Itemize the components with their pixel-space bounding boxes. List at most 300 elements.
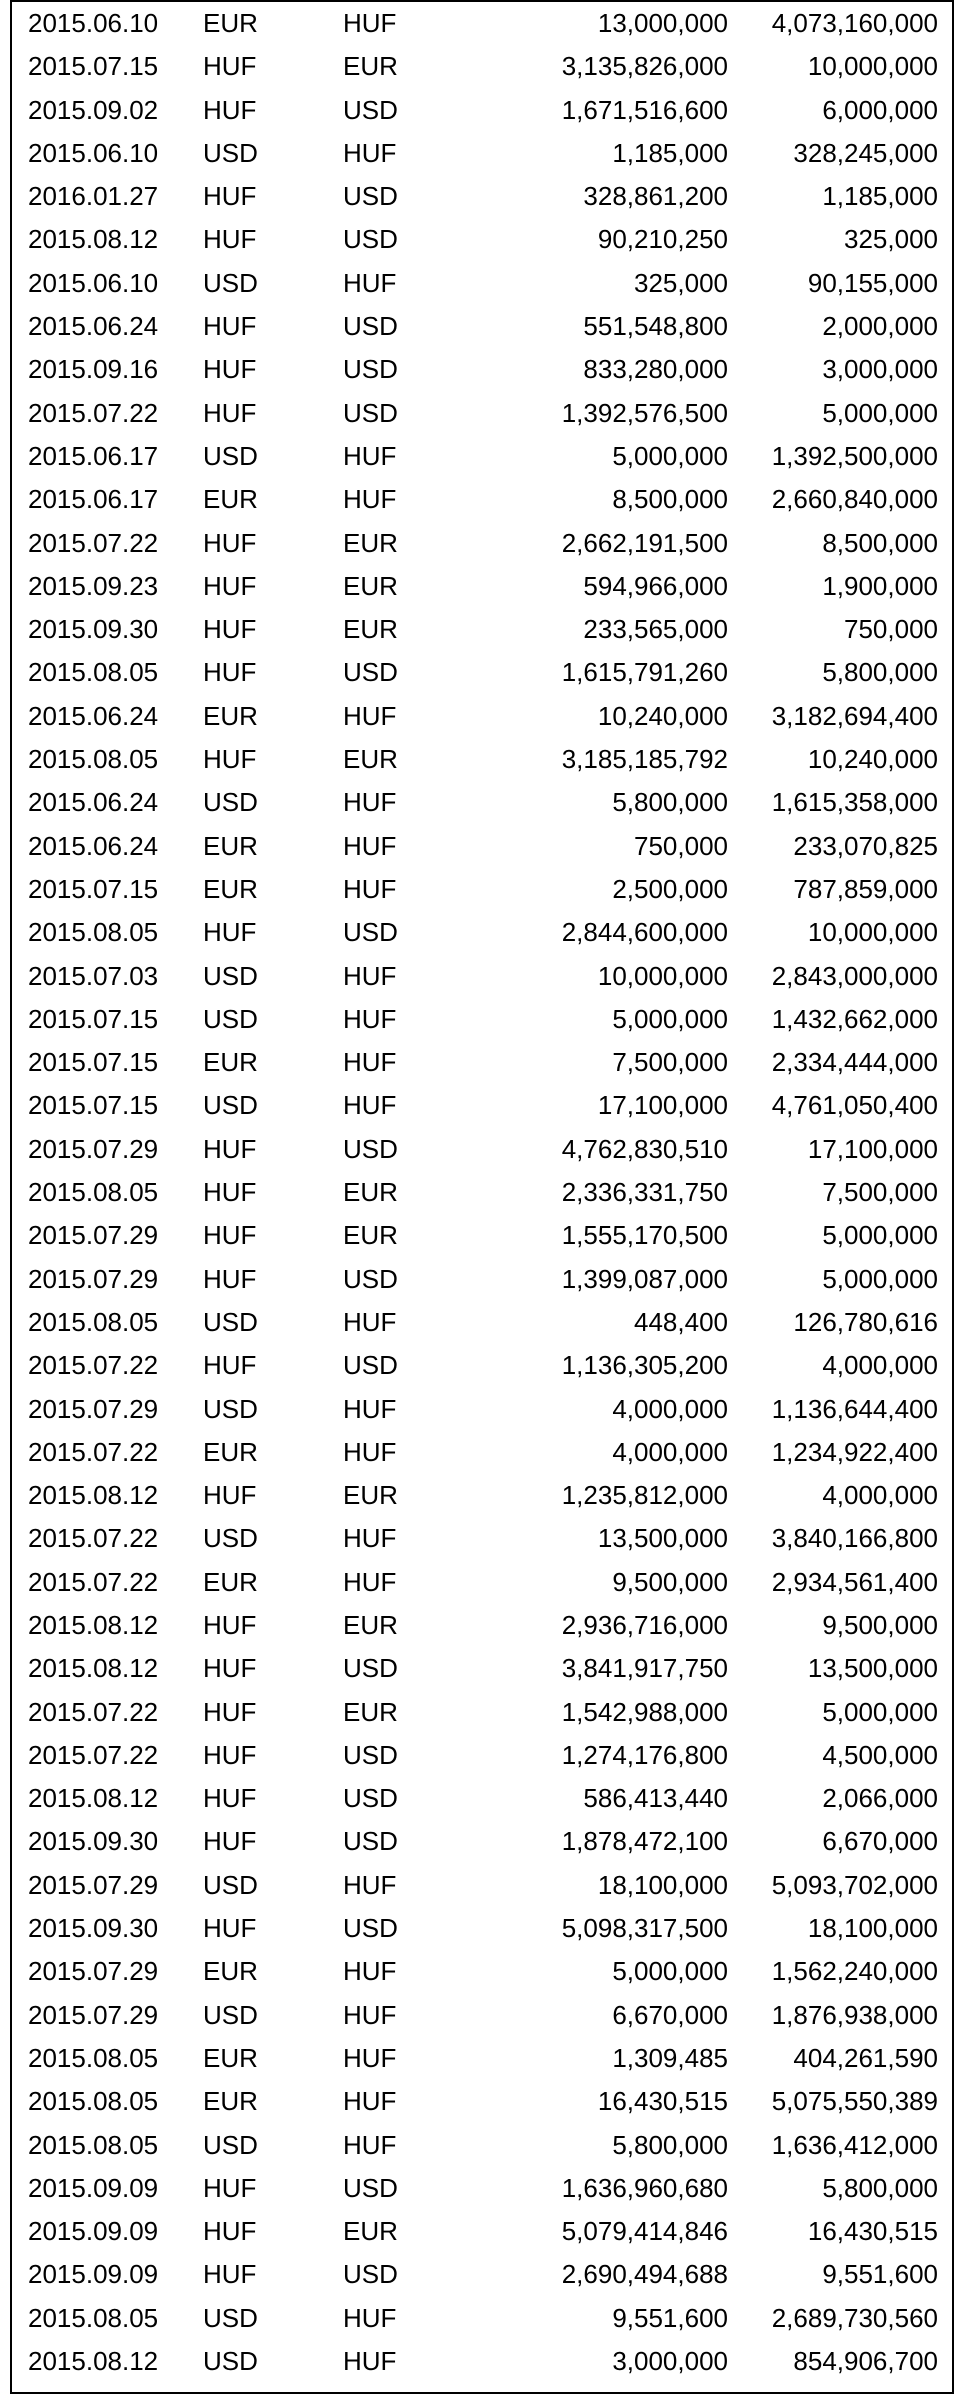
amount-from-cell[interactable]: 1,235,812,000 bbox=[561, 1480, 728, 1511]
amount-to-cell[interactable]: 13,500,000 bbox=[807, 1653, 938, 1684]
to-currency-cell[interactable]: HUF bbox=[343, 1047, 397, 1078]
to-currency-cell[interactable]: HUF bbox=[343, 440, 397, 471]
amount-to-cell[interactable]: 5,000,000 bbox=[822, 1263, 938, 1294]
to-currency-cell[interactable]: HUF bbox=[343, 1869, 397, 1900]
from-currency-cell[interactable]: USD bbox=[203, 2346, 258, 2377]
to-currency-cell[interactable]: HUF bbox=[343, 960, 397, 991]
date-cell[interactable]: 2015.08.05 bbox=[28, 2042, 159, 2073]
amount-to-cell[interactable]: 2,934,561,400 bbox=[771, 1566, 938, 1597]
amount-to-cell[interactable]: 5,800,000 bbox=[822, 2172, 938, 2203]
from-currency-cell[interactable]: HUF bbox=[203, 1696, 257, 1727]
from-currency-cell[interactable]: HUF bbox=[203, 1653, 257, 1684]
amount-from-cell[interactable]: 10,240,000 bbox=[597, 700, 728, 731]
date-cell[interactable]: 2015.08.05 bbox=[28, 744, 159, 775]
date-cell[interactable]: 2015.07.29 bbox=[28, 1956, 159, 1987]
date-cell[interactable]: 2015.07.15 bbox=[28, 1090, 159, 1121]
table-row bbox=[12, 1128, 952, 1171]
date-cell[interactable]: 2015.06.24 bbox=[28, 311, 159, 342]
to-currency-cell[interactable]: HUF bbox=[343, 1523, 397, 1554]
amount-from-cell[interactable]: 3,000,000 bbox=[612, 2346, 728, 2377]
from-currency-cell[interactable]: HUF bbox=[203, 1220, 257, 1251]
to-currency-cell[interactable]: HUF bbox=[343, 1956, 397, 1987]
to-currency-cell[interactable]: EUR bbox=[343, 2216, 398, 2247]
amount-from-cell[interactable]: 18,100,000 bbox=[597, 1869, 728, 1900]
date-cell[interactable]: 2015.09.09 bbox=[28, 2172, 159, 2203]
from-currency-cell[interactable]: HUF bbox=[203, 1480, 257, 1511]
date-cell[interactable]: 2015.08.05 bbox=[28, 1306, 159, 1337]
amount-from-cell[interactable]: 4,000,000 bbox=[612, 1393, 728, 1424]
date-cell[interactable]: 2015.07.29 bbox=[28, 1393, 159, 1424]
to-currency-cell[interactable]: USD bbox=[343, 1263, 398, 1294]
date-cell[interactable]: 2015.09.16 bbox=[28, 354, 159, 385]
amount-to-cell[interactable]: 2,660,840,000 bbox=[771, 484, 938, 515]
date-cell[interactable]: 2015.09.09 bbox=[28, 2259, 159, 2290]
amount-to-cell[interactable]: 6,670,000 bbox=[822, 1826, 938, 1857]
from-currency-cell[interactable]: USD bbox=[203, 1523, 258, 1554]
to-currency-cell[interactable]: EUR bbox=[343, 1177, 398, 1208]
amount-to-cell[interactable]: 2,066,000 bbox=[822, 1783, 938, 1814]
date-cell[interactable]: 2016.01.27 bbox=[28, 181, 159, 212]
to-currency-cell[interactable]: USD bbox=[343, 2172, 398, 2203]
to-currency-cell[interactable]: HUF bbox=[343, 1003, 397, 1034]
amount-from-cell[interactable]: 325,000 bbox=[634, 267, 728, 298]
amount-from-cell[interactable]: 16,430,515 bbox=[597, 2086, 728, 2117]
amount-from-cell[interactable]: 1,274,176,800 bbox=[561, 1739, 728, 1770]
amount-from-cell[interactable]: 2,500,000 bbox=[612, 873, 728, 904]
from-currency-cell[interactable]: USD bbox=[203, 137, 258, 168]
amount-from-cell[interactable]: 9,500,000 bbox=[612, 1566, 728, 1597]
amount-to-cell[interactable]: 2,334,444,000 bbox=[771, 1047, 938, 1078]
to-currency-cell[interactable]: USD bbox=[343, 1913, 398, 1944]
amount-to-cell[interactable]: 2,843,000,000 bbox=[771, 960, 938, 991]
amount-from-cell[interactable]: 2,690,494,688 bbox=[561, 2259, 728, 2290]
from-currency-cell[interactable]: HUF bbox=[203, 2216, 257, 2247]
from-currency-cell[interactable]: HUF bbox=[203, 527, 257, 558]
amount-to-cell[interactable]: 8,500,000 bbox=[822, 527, 938, 558]
date-cell[interactable]: 2015.09.30 bbox=[28, 1913, 159, 1944]
date-cell[interactable]: 2015.09.23 bbox=[28, 570, 159, 601]
from-currency-cell[interactable]: HUF bbox=[203, 1350, 257, 1381]
to-currency-cell[interactable]: USD bbox=[343, 1653, 398, 1684]
amount-to-cell[interactable]: 10,000,000 bbox=[807, 51, 938, 82]
amount-to-cell[interactable]: 5,000,000 bbox=[822, 1220, 938, 1251]
amount-from-cell[interactable]: 6,670,000 bbox=[612, 1999, 728, 2030]
amount-from-cell[interactable]: 1,309,485 bbox=[612, 2042, 728, 2073]
date-cell[interactable]: 2015.07.22 bbox=[28, 1350, 159, 1381]
amount-from-cell[interactable]: 1,615,791,260 bbox=[561, 657, 728, 688]
from-currency-cell[interactable]: HUF bbox=[203, 2259, 257, 2290]
date-cell[interactable]: 2015.08.12 bbox=[28, 1609, 159, 1640]
amount-to-cell[interactable]: 328,245,000 bbox=[793, 137, 938, 168]
to-currency-cell[interactable]: HUF bbox=[343, 700, 397, 731]
amount-from-cell[interactable]: 5,098,317,500 bbox=[561, 1913, 728, 1944]
table-row bbox=[12, 89, 952, 132]
amount-from-cell[interactable]: 8,500,000 bbox=[612, 484, 728, 515]
from-currency-cell[interactable]: HUF bbox=[203, 1739, 257, 1770]
date-cell[interactable]: 2015.06.24 bbox=[28, 830, 159, 861]
to-currency-cell[interactable]: USD bbox=[343, 1783, 398, 1814]
date-cell[interactable]: 2015.07.29 bbox=[28, 1220, 159, 1251]
amount-to-cell[interactable]: 325,000 bbox=[844, 224, 938, 255]
amount-from-cell[interactable]: 833,280,000 bbox=[583, 354, 728, 385]
amount-to-cell[interactable]: 404,261,590 bbox=[793, 2042, 938, 2073]
amount-to-cell[interactable]: 126,780,616 bbox=[793, 1306, 938, 1337]
to-currency-cell[interactable]: USD bbox=[343, 1350, 398, 1381]
date-cell[interactable]: 2015.07.15 bbox=[28, 1047, 159, 1078]
from-currency-cell[interactable]: HUF bbox=[203, 224, 257, 255]
table-row bbox=[12, 2124, 952, 2167]
amount-to-cell[interactable]: 854,906,700 bbox=[793, 2346, 938, 2377]
to-currency-cell[interactable]: USD bbox=[343, 2259, 398, 2290]
amount-from-cell[interactable]: 4,762,830,510 bbox=[561, 1133, 728, 1164]
amount-to-cell[interactable]: 9,500,000 bbox=[822, 1609, 938, 1640]
date-cell[interactable]: 2015.08.05 bbox=[28, 917, 159, 948]
from-currency-cell[interactable]: HUF bbox=[203, 311, 257, 342]
amount-from-cell[interactable]: 594,966,000 bbox=[583, 570, 728, 601]
table-row bbox=[12, 695, 952, 738]
date-cell[interactable]: 2015.07.15 bbox=[28, 1003, 159, 1034]
table-row bbox=[12, 305, 952, 348]
amount-to-cell[interactable]: 5,093,702,000 bbox=[771, 1869, 938, 1900]
amount-from-cell[interactable]: 9,551,600 bbox=[612, 2302, 728, 2333]
amount-to-cell[interactable]: 1,432,662,000 bbox=[771, 1003, 938, 1034]
date-cell[interactable]: 2015.09.02 bbox=[28, 94, 159, 125]
amount-from-cell[interactable]: 233,565,000 bbox=[583, 614, 728, 645]
amount-from-cell[interactable]: 13,500,000 bbox=[597, 1523, 728, 1554]
from-currency-cell[interactable]: EUR bbox=[203, 8, 258, 38]
amount-from-cell[interactable]: 551,548,800 bbox=[583, 311, 728, 342]
to-currency-cell[interactable]: EUR bbox=[343, 1220, 398, 1251]
amount-from-cell[interactable]: 1,185,000 bbox=[612, 137, 728, 168]
to-currency-cell[interactable]: HUF bbox=[343, 2346, 397, 2377]
amount-to-cell[interactable]: 90,155,000 bbox=[807, 267, 938, 298]
amount-to-cell[interactable]: 787,859,000 bbox=[793, 873, 938, 904]
to-currency-cell[interactable]: USD bbox=[343, 397, 398, 428]
date-cell[interactable]: 2015.07.22 bbox=[28, 1523, 159, 1554]
amount-to-cell[interactable]: 3,840,166,800 bbox=[771, 1523, 938, 1554]
from-currency-cell[interactable]: USD bbox=[203, 2302, 258, 2333]
to-currency-cell[interactable]: HUF bbox=[343, 1306, 397, 1337]
from-currency-cell[interactable]: HUF bbox=[203, 1913, 257, 1944]
to-currency-cell[interactable]: HUF bbox=[343, 830, 397, 861]
from-currency-cell[interactable]: USD bbox=[203, 1090, 258, 1121]
amount-from-cell[interactable]: 328,861,200 bbox=[583, 181, 728, 212]
amount-to-cell[interactable]: 3,182,694,400 bbox=[771, 700, 938, 731]
to-currency-cell[interactable]: EUR bbox=[343, 51, 398, 82]
from-currency-cell[interactable]: HUF bbox=[203, 570, 257, 601]
to-currency-cell[interactable]: EUR bbox=[343, 570, 398, 601]
amount-from-cell[interactable]: 5,800,000 bbox=[612, 787, 728, 818]
amount-from-cell[interactable]: 1,542,988,000 bbox=[561, 1696, 728, 1727]
amount-to-cell[interactable]: 1,876,938,000 bbox=[771, 1999, 938, 2030]
table-row bbox=[12, 1474, 952, 1517]
to-currency-cell[interactable]: USD bbox=[343, 1133, 398, 1164]
amount-from-cell[interactable]: 5,079,414,846 bbox=[561, 2216, 728, 2247]
date-cell[interactable]: 2015.08.12 bbox=[28, 1783, 159, 1814]
date-cell[interactable]: 2015.07.29 bbox=[28, 1869, 159, 1900]
from-currency-cell[interactable]: HUF bbox=[203, 1609, 257, 1640]
to-currency-cell[interactable]: HUF bbox=[343, 1999, 397, 2030]
amount-from-cell[interactable]: 3,135,826,000 bbox=[561, 51, 728, 82]
table-row bbox=[12, 478, 952, 521]
amount-from-cell[interactable]: 2,844,600,000 bbox=[561, 917, 728, 948]
date-cell[interactable]: 2015.09.30 bbox=[28, 1826, 159, 1857]
amount-to-cell[interactable]: 6,000,000 bbox=[822, 94, 938, 125]
to-currency-cell[interactable]: HUF bbox=[343, 2042, 397, 2073]
date-cell[interactable]: 2015.07.22 bbox=[28, 527, 159, 558]
from-currency-cell[interactable]: HUF bbox=[203, 397, 257, 428]
from-currency-cell[interactable]: EUR bbox=[203, 1047, 258, 1078]
amount-to-cell[interactable]: 18,100,000 bbox=[807, 1913, 938, 1944]
from-currency-cell[interactable]: EUR bbox=[203, 1566, 258, 1597]
date-cell[interactable]: 2015.08.05 bbox=[28, 2129, 159, 2160]
amount-from-cell[interactable]: 3,185,185,792 bbox=[561, 744, 728, 775]
amount-to-cell[interactable]: 3,000,000 bbox=[822, 354, 938, 385]
amount-from-cell[interactable]: 7,500,000 bbox=[612, 1047, 728, 1078]
spreadsheet-region bbox=[10, 0, 954, 2394]
amount-to-cell[interactable]: 750,000 bbox=[844, 614, 938, 645]
to-currency-cell[interactable]: USD bbox=[343, 311, 398, 342]
to-currency-cell[interactable]: HUF bbox=[343, 787, 397, 818]
from-currency-cell[interactable]: EUR bbox=[203, 484, 258, 515]
from-currency-cell[interactable]: HUF bbox=[203, 657, 257, 688]
amount-to-cell[interactable]: 4,000,000 bbox=[822, 1350, 938, 1381]
amount-to-cell[interactable]: 9,551,600 bbox=[822, 2259, 938, 2290]
amount-from-cell[interactable]: 1,671,516,600 bbox=[561, 94, 728, 125]
table-row bbox=[12, 45, 952, 88]
date-cell[interactable]: 2015.07.22 bbox=[28, 1739, 159, 1770]
amount-to-cell[interactable]: 4,500,000 bbox=[822, 1739, 938, 1770]
from-currency-cell[interactable]: HUF bbox=[203, 1133, 257, 1164]
table-row bbox=[12, 2037, 952, 2080]
to-currency-cell[interactable]: HUF bbox=[343, 267, 397, 298]
amount-to-cell[interactable]: 1,185,000 bbox=[822, 181, 938, 212]
to-currency-cell[interactable]: HUF bbox=[343, 1436, 397, 1467]
date-cell[interactable]: 2015.06.10 bbox=[28, 137, 159, 168]
amount-to-cell[interactable]: 10,240,000 bbox=[807, 744, 938, 775]
date-cell[interactable]: 2015.09.30 bbox=[28, 614, 159, 645]
date-cell[interactable]: 2015.07.15 bbox=[28, 51, 159, 82]
table-row bbox=[12, 738, 952, 781]
date-cell[interactable]: 2015.06.24 bbox=[28, 787, 159, 818]
amount-from-cell[interactable]: 1,878,472,100 bbox=[561, 1826, 728, 1857]
date-cell[interactable]: 2015.08.12 bbox=[28, 1480, 159, 1511]
date-cell[interactable]: 2015.07.22 bbox=[28, 1436, 159, 1467]
amount-from-cell[interactable]: 13,000,000 bbox=[597, 8, 728, 38]
to-currency-cell[interactable]: EUR bbox=[343, 744, 398, 775]
from-currency-cell[interactable]: HUF bbox=[203, 2172, 257, 2203]
from-currency-cell[interactable]: HUF bbox=[203, 51, 257, 82]
date-cell[interactable]: 2015.07.15 bbox=[28, 873, 159, 904]
amount-from-cell[interactable]: 3,841,917,750 bbox=[561, 1653, 728, 1684]
table-row bbox=[12, 348, 952, 391]
amount-from-cell[interactable]: 1,555,170,500 bbox=[561, 1220, 728, 1251]
amount-from-cell[interactable]: 448,400 bbox=[634, 1306, 728, 1337]
amount-from-cell[interactable]: 586,413,440 bbox=[583, 1783, 728, 1814]
from-currency-cell[interactable]: EUR bbox=[203, 700, 258, 731]
amount-to-cell[interactable]: 5,800,000 bbox=[822, 657, 938, 688]
date-cell[interactable]: 2015.07.22 bbox=[28, 1696, 159, 1727]
to-currency-cell[interactable]: USD bbox=[343, 917, 398, 948]
to-currency-cell[interactable]: EUR bbox=[343, 1696, 398, 1727]
amount-from-cell[interactable]: 5,000,000 bbox=[612, 1956, 728, 1987]
from-currency-cell[interactable]: HUF bbox=[203, 1826, 257, 1857]
date-cell[interactable]: 2015.06.24 bbox=[28, 700, 159, 731]
amount-from-cell[interactable]: 2,662,191,500 bbox=[561, 527, 728, 558]
to-currency-cell[interactable]: USD bbox=[343, 1826, 398, 1857]
date-cell[interactable]: 2015.07.29 bbox=[28, 1999, 159, 2030]
from-currency-cell[interactable]: USD bbox=[203, 1003, 258, 1034]
to-currency-cell[interactable]: EUR bbox=[343, 1609, 398, 1640]
date-cell[interactable]: 2015.09.09 bbox=[28, 2216, 159, 2247]
date-cell[interactable]: 2015.08.12 bbox=[28, 1653, 159, 1684]
amount-from-cell[interactable]: 5,000,000 bbox=[612, 1003, 728, 1034]
from-currency-cell[interactable]: USD bbox=[203, 1999, 258, 2030]
from-currency-cell[interactable]: EUR bbox=[203, 830, 258, 861]
to-currency-cell[interactable]: USD bbox=[343, 657, 398, 688]
to-currency-cell[interactable]: EUR bbox=[343, 527, 398, 558]
date-cell[interactable]: 2015.07.22 bbox=[28, 1566, 159, 1597]
amount-to-cell[interactable]: 5,000,000 bbox=[822, 1696, 938, 1727]
to-currency-cell[interactable]: EUR bbox=[343, 1480, 398, 1511]
table-row bbox=[12, 781, 952, 824]
table-row bbox=[12, 998, 952, 1041]
from-currency-cell[interactable]: EUR bbox=[203, 873, 258, 904]
to-currency-cell[interactable]: HUF bbox=[343, 2129, 397, 2160]
amount-to-cell[interactable]: 1,636,412,000 bbox=[771, 2129, 938, 2160]
table-row bbox=[12, 175, 952, 218]
amount-from-cell[interactable]: 1,136,305,200 bbox=[561, 1350, 728, 1381]
date-cell[interactable]: 2015.08.05 bbox=[28, 2086, 159, 2117]
amount-to-cell[interactable]: 2,000,000 bbox=[822, 311, 938, 342]
from-currency-cell[interactable]: HUF bbox=[203, 354, 257, 385]
from-currency-cell[interactable]: HUF bbox=[203, 917, 257, 948]
to-currency-cell[interactable]: USD bbox=[343, 354, 398, 385]
to-currency-cell[interactable]: HUF bbox=[343, 2086, 397, 2117]
amount-to-cell[interactable]: 1,900,000 bbox=[822, 570, 938, 601]
amount-from-cell[interactable]: 2,336,331,750 bbox=[561, 1177, 728, 1208]
amount-to-cell[interactable]: 4,073,160,000 bbox=[771, 8, 938, 38]
from-currency-cell[interactable]: USD bbox=[203, 787, 258, 818]
from-currency-cell[interactable]: HUF bbox=[203, 614, 257, 645]
table-row bbox=[12, 1258, 952, 1301]
from-currency-cell[interactable]: HUF bbox=[203, 744, 257, 775]
from-currency-cell[interactable]: HUF bbox=[203, 1177, 257, 1208]
amount-to-cell[interactable]: 17,100,000 bbox=[807, 1133, 938, 1164]
amount-from-cell[interactable]: 2,936,716,000 bbox=[561, 1609, 728, 1640]
to-currency-cell[interactable]: HUF bbox=[343, 873, 397, 904]
amount-to-cell[interactable]: 1,392,500,000 bbox=[771, 440, 938, 471]
from-currency-cell[interactable]: HUF bbox=[203, 181, 257, 212]
from-currency-cell[interactable]: USD bbox=[203, 2129, 258, 2160]
from-currency-cell[interactable]: EUR bbox=[203, 1436, 258, 1467]
from-currency-cell[interactable]: USD bbox=[203, 440, 258, 471]
to-currency-cell[interactable]: HUF bbox=[343, 2302, 397, 2333]
to-currency-cell[interactable]: HUF bbox=[343, 137, 397, 168]
date-cell[interactable]: 2015.08.05 bbox=[28, 657, 159, 688]
table-row bbox=[12, 1301, 952, 1344]
table-row bbox=[12, 2, 952, 45]
from-currency-cell[interactable]: USD bbox=[203, 267, 258, 298]
table-row bbox=[12, 955, 952, 998]
amount-from-cell[interactable]: 1,636,960,680 bbox=[561, 2172, 728, 2203]
date-cell[interactable]: 2015.08.05 bbox=[28, 1177, 159, 1208]
amount-from-cell[interactable]: 1,392,576,500 bbox=[561, 397, 728, 428]
to-currency-cell[interactable]: USD bbox=[343, 94, 398, 125]
amount-to-cell[interactable]: 233,070,825 bbox=[793, 830, 938, 861]
date-cell[interactable]: 2015.06.17 bbox=[28, 440, 159, 471]
date-cell[interactable]: 2015.07.29 bbox=[28, 1263, 159, 1294]
amount-to-cell[interactable]: 1,615,358,000 bbox=[771, 787, 938, 818]
to-currency-cell[interactable]: HUF bbox=[343, 8, 397, 38]
amount-from-cell[interactable]: 750,000 bbox=[634, 830, 728, 861]
to-currency-cell[interactable]: HUF bbox=[343, 1090, 397, 1121]
amount-to-cell[interactable]: 4,000,000 bbox=[822, 1480, 938, 1511]
from-currency-cell[interactable]: HUF bbox=[203, 1263, 257, 1294]
amount-to-cell[interactable]: 10,000,000 bbox=[807, 917, 938, 948]
to-currency-cell[interactable]: EUR bbox=[343, 614, 398, 645]
from-currency-cell[interactable]: USD bbox=[203, 1306, 258, 1337]
to-currency-cell[interactable]: USD bbox=[343, 1739, 398, 1770]
from-currency-cell[interactable]: HUF bbox=[203, 1783, 257, 1814]
table-row bbox=[12, 1691, 952, 1734]
amount-from-cell[interactable]: 5,800,000 bbox=[612, 2129, 728, 2160]
from-currency-cell[interactable]: EUR bbox=[203, 2086, 258, 2117]
amount-to-cell[interactable]: 2,689,730,560 bbox=[771, 2302, 938, 2333]
amount-from-cell[interactable]: 1,399,087,000 bbox=[561, 1263, 728, 1294]
table-row bbox=[12, 2167, 952, 2210]
table-row bbox=[12, 1171, 952, 1214]
table-row bbox=[12, 868, 952, 911]
from-currency-cell[interactable]: EUR bbox=[203, 1956, 258, 1987]
from-currency-cell[interactable]: USD bbox=[203, 960, 258, 991]
to-currency-cell[interactable]: USD bbox=[343, 224, 398, 255]
amount-to-cell[interactable]: 16,430,515 bbox=[807, 2216, 938, 2247]
amount-to-cell[interactable]: 1,136,644,400 bbox=[771, 1393, 938, 1424]
amount-from-cell[interactable]: 17,100,000 bbox=[597, 1090, 728, 1121]
amount-to-cell[interactable]: 5,000,000 bbox=[822, 397, 938, 428]
amount-to-cell[interactable]: 7,500,000 bbox=[822, 1177, 938, 1208]
to-currency-cell[interactable]: HUF bbox=[343, 1393, 397, 1424]
date-cell[interactable]: 2015.08.12 bbox=[28, 224, 159, 255]
amount-from-cell[interactable]: 10,000,000 bbox=[597, 960, 728, 991]
amount-to-cell[interactable]: 1,562,240,000 bbox=[771, 1956, 938, 1987]
amount-from-cell[interactable]: 90,210,250 bbox=[597, 224, 728, 255]
table-row bbox=[12, 565, 952, 608]
table-row bbox=[12, 1084, 952, 1127]
from-currency-cell[interactable]: USD bbox=[203, 1869, 258, 1900]
amount-to-cell[interactable]: 5,075,550,389 bbox=[771, 2086, 938, 2117]
date-cell[interactable]: 2015.08.12 bbox=[28, 2346, 159, 2377]
date-cell[interactable]: 2015.06.10 bbox=[28, 267, 159, 298]
amount-to-cell[interactable]: 1,234,922,400 bbox=[771, 1436, 938, 1467]
to-currency-cell[interactable]: USD bbox=[343, 181, 398, 212]
date-cell[interactable]: 2015.07.22 bbox=[28, 397, 159, 428]
date-cell[interactable]: 2015.06.10 bbox=[28, 8, 159, 38]
amount-to-cell[interactable]: 4,761,050,400 bbox=[771, 1090, 938, 1121]
from-currency-cell[interactable]: HUF bbox=[203, 94, 257, 125]
date-cell[interactable]: 2015.07.03 bbox=[28, 960, 159, 991]
amount-from-cell[interactable]: 5,000,000 bbox=[612, 440, 728, 471]
to-currency-cell[interactable]: HUF bbox=[343, 1566, 397, 1597]
date-cell[interactable]: 2015.08.05 bbox=[28, 2302, 159, 2333]
date-cell[interactable]: 2015.07.29 bbox=[28, 1133, 159, 1164]
date-cell[interactable]: 2015.06.17 bbox=[28, 484, 159, 515]
to-currency-cell[interactable]: HUF bbox=[343, 484, 397, 515]
amount-from-cell[interactable]: 4,000,000 bbox=[612, 1436, 728, 1467]
from-currency-cell[interactable]: EUR bbox=[203, 2042, 258, 2073]
from-currency-cell[interactable]: USD bbox=[203, 1393, 258, 1424]
